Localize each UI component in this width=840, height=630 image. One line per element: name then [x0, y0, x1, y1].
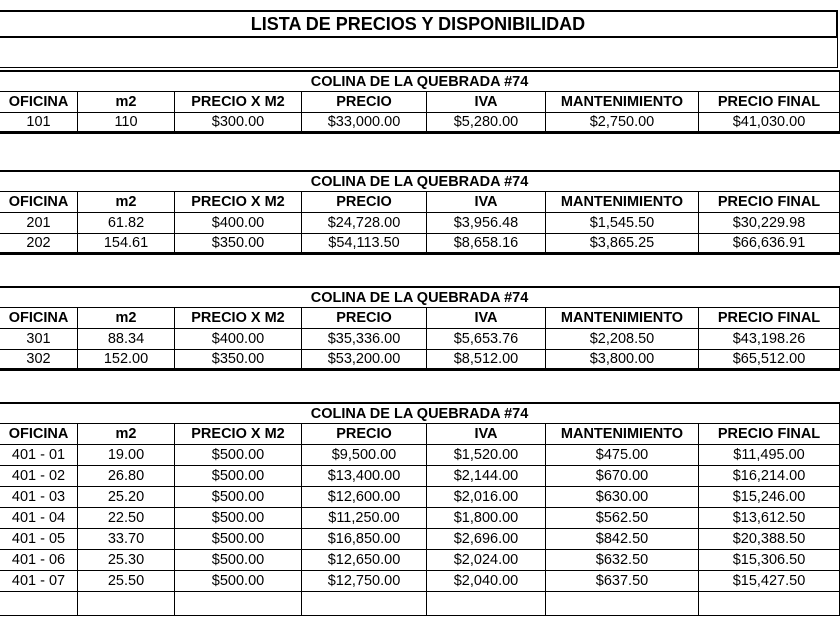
- cell-precio: $12,650.00: [302, 550, 427, 571]
- cell-m2: 25.50: [78, 571, 175, 592]
- cell-oficina: 401 - 07: [0, 571, 78, 592]
- cell-m2: 154.61: [78, 234, 175, 253]
- cell-precio: $11,250.00: [302, 508, 427, 529]
- column-header-precio: PRECIO: [302, 92, 427, 113]
- cell-iva: $2,024.00: [427, 550, 546, 571]
- cell-m2: 61.82: [78, 213, 175, 234]
- column-header-oficina: OFICINA: [0, 308, 78, 329]
- cell-m2: 19.00: [78, 445, 175, 466]
- cell-precio-final: $15,246.00: [699, 487, 840, 508]
- column-header-row: [0, 92, 840, 113]
- cell-precio-x-m2: $500.00: [175, 550, 302, 571]
- cell-precio: $13,400.00: [302, 466, 427, 487]
- column-header-row: [0, 424, 840, 445]
- column-header-oficina: OFICINA: [0, 424, 78, 445]
- cell-precio-x-m2: $400.00: [175, 329, 302, 350]
- empty-cell: [175, 592, 302, 616]
- column-header-m2: m2: [78, 92, 175, 113]
- cell-oficina: 401 - 02: [0, 466, 78, 487]
- price-table-3: [0, 286, 840, 371]
- cell-iva: $1,800.00: [427, 508, 546, 529]
- table-row: [0, 329, 840, 350]
- column-header-mantenimiento: MANTENIMIENTO: [546, 92, 699, 113]
- cell-mantenimiento: $1,545.50: [546, 213, 699, 234]
- cell-precio-x-m2: $350.00: [175, 350, 302, 369]
- page-title-text: LISTA DE PRECIOS Y DISPONIBILIDAD: [250, 13, 586, 34]
- cell-mantenimiento: $2,750.00: [546, 113, 699, 132]
- column-header-precio-final: PRECIO FINAL: [699, 92, 840, 113]
- cell-oficina: 401 - 04: [0, 508, 78, 529]
- cell-mantenimiento: $475.00: [546, 445, 699, 466]
- cell-precio-x-m2: $500.00: [175, 529, 302, 550]
- cell-precio-x-m2: $500.00: [175, 445, 302, 466]
- empty-cell: [546, 592, 699, 616]
- cell-precio-x-m2: $500.00: [175, 466, 302, 487]
- cell-mantenimiento: $562.50: [546, 508, 699, 529]
- column-header-precio-final: PRECIO FINAL: [699, 192, 840, 213]
- cell-oficina: 401 - 06: [0, 550, 78, 571]
- cell-precio: $12,600.00: [302, 487, 427, 508]
- price-table-2: [0, 170, 840, 255]
- cell-precio-final: $13,612.50: [699, 508, 840, 529]
- cell-precio: $12,750.00: [302, 571, 427, 592]
- table-location-header: COLINA DE LA QUEBRADA #74: [0, 170, 840, 192]
- empty-row: [0, 592, 840, 613]
- cell-iva: $5,653.76: [427, 329, 546, 350]
- column-header-precio-final: PRECIO FINAL: [699, 308, 840, 329]
- cell-m2: 22.50: [78, 508, 175, 529]
- column-header-row: [0, 308, 840, 329]
- cell-precio: $35,336.00: [302, 329, 427, 350]
- cell-oficina: 401 - 05: [0, 529, 78, 550]
- column-header-iva: IVA: [427, 92, 546, 113]
- table-row: [0, 529, 840, 550]
- cell-precio-final: $66,636.91: [699, 234, 840, 253]
- cell-precio-final: $41,030.00: [699, 113, 840, 132]
- cell-precio-final: $43,198.26: [699, 329, 840, 350]
- cell-m2: 88.34: [78, 329, 175, 350]
- cell-precio-final: $11,495.00: [699, 445, 840, 466]
- cell-iva: $2,696.00: [427, 529, 546, 550]
- cell-mantenimiento: $630.00: [546, 487, 699, 508]
- table-row: [0, 350, 840, 371]
- cell-m2: 25.30: [78, 550, 175, 571]
- cell-oficina: 202: [0, 234, 78, 253]
- page-title: [0, 10, 838, 38]
- cell-mantenimiento: $632.50: [546, 550, 699, 571]
- column-header-m2: m2: [78, 308, 175, 329]
- cell-precio: $33,000.00: [302, 113, 427, 132]
- column-header-precio: PRECIO: [302, 308, 427, 329]
- column-header-row: [0, 192, 840, 213]
- cell-precio: $24,728.00: [302, 213, 427, 234]
- cell-mantenimiento: $842.50: [546, 529, 699, 550]
- column-header-precio-x-m2: PRECIO X M2: [175, 308, 302, 329]
- cell-m2: 110: [78, 113, 175, 132]
- empty-cell: [302, 592, 427, 616]
- table-row: [0, 508, 840, 529]
- cell-iva: $2,144.00: [427, 466, 546, 487]
- table-row: [0, 550, 840, 571]
- table-row: [0, 466, 840, 487]
- column-header-oficina: OFICINA: [0, 92, 78, 113]
- empty-cell: [427, 592, 546, 616]
- spacer-row: [0, 38, 838, 68]
- cell-precio-x-m2: $400.00: [175, 213, 302, 234]
- price-table-4: [0, 402, 840, 613]
- cell-precio-x-m2: $500.00: [175, 571, 302, 592]
- cell-mantenimiento: $3,865.25: [546, 234, 699, 253]
- cell-mantenimiento: $670.00: [546, 466, 699, 487]
- cell-oficina: 201: [0, 213, 78, 234]
- column-header-precio-x-m2: PRECIO X M2: [175, 92, 302, 113]
- cell-precio-x-m2: $500.00: [175, 508, 302, 529]
- table-row: [0, 113, 840, 134]
- column-header-precio-x-m2: PRECIO X M2: [175, 192, 302, 213]
- column-header-iva: IVA: [427, 424, 546, 445]
- cell-precio-final: $30,229.98: [699, 213, 840, 234]
- cell-m2: 26.80: [78, 466, 175, 487]
- cell-m2: 33.70: [78, 529, 175, 550]
- cell-oficina: 401 - 03: [0, 487, 78, 508]
- table-location-header: COLINA DE LA QUEBRADA #74: [0, 402, 840, 424]
- cell-precio: $16,850.00: [302, 529, 427, 550]
- cell-iva: $1,520.00: [427, 445, 546, 466]
- cell-oficina: 301: [0, 329, 78, 350]
- column-header-m2: m2: [78, 424, 175, 445]
- column-header-precio: PRECIO: [302, 424, 427, 445]
- cell-precio-final: $16,214.00: [699, 466, 840, 487]
- cell-oficina: 302: [0, 350, 78, 369]
- column-header-iva: IVA: [427, 192, 546, 213]
- column-header-oficina: OFICINA: [0, 192, 78, 213]
- table-location-header: COLINA DE LA QUEBRADA #74: [0, 70, 840, 92]
- cell-iva: $5,280.00: [427, 113, 546, 132]
- cell-iva: $8,658.16: [427, 234, 546, 253]
- empty-cell: [78, 592, 175, 616]
- column-header-m2: m2: [78, 192, 175, 213]
- column-header-mantenimiento: MANTENIMIENTO: [546, 424, 699, 445]
- table-row: [0, 234, 840, 255]
- cell-precio: $54,113.50: [302, 234, 427, 253]
- empty-cell: [699, 592, 840, 616]
- cell-m2: 152.00: [78, 350, 175, 369]
- column-header-precio-final: PRECIO FINAL: [699, 424, 840, 445]
- table-row: [0, 445, 840, 466]
- cell-iva: $2,040.00: [427, 571, 546, 592]
- cell-precio-final: $65,512.00: [699, 350, 840, 369]
- cell-mantenimiento: $637.50: [546, 571, 699, 592]
- table-row: [0, 213, 840, 234]
- cell-precio-x-m2: $350.00: [175, 234, 302, 253]
- price-table-1: [0, 70, 840, 134]
- cell-iva: $3,956.48: [427, 213, 546, 234]
- column-header-precio-x-m2: PRECIO X M2: [175, 424, 302, 445]
- cell-oficina: 101: [0, 113, 78, 132]
- cell-oficina: 401 - 01: [0, 445, 78, 466]
- cell-mantenimiento: $3,800.00: [546, 350, 699, 369]
- cell-iva: $2,016.00: [427, 487, 546, 508]
- table-row: [0, 571, 840, 592]
- cell-precio-final: $15,427.50: [699, 571, 840, 592]
- column-header-mantenimiento: MANTENIMIENTO: [546, 308, 699, 329]
- cell-m2: 25.20: [78, 487, 175, 508]
- empty-cell: [0, 592, 78, 616]
- cell-precio-x-m2: $300.00: [175, 113, 302, 132]
- cell-precio: $53,200.00: [302, 350, 427, 369]
- column-header-mantenimiento: MANTENIMIENTO: [546, 192, 699, 213]
- table-location-header: COLINA DE LA QUEBRADA #74: [0, 286, 840, 308]
- column-header-precio: PRECIO: [302, 192, 427, 213]
- cell-iva: $8,512.00: [427, 350, 546, 369]
- cell-precio: $9,500.00: [302, 445, 427, 466]
- cell-mantenimiento: $2,208.50: [546, 329, 699, 350]
- table-row: [0, 487, 840, 508]
- column-header-iva: IVA: [427, 308, 546, 329]
- cell-precio-final: $15,306.50: [699, 550, 840, 571]
- cell-precio-x-m2: $500.00: [175, 487, 302, 508]
- cell-precio-final: $20,388.50: [699, 529, 840, 550]
